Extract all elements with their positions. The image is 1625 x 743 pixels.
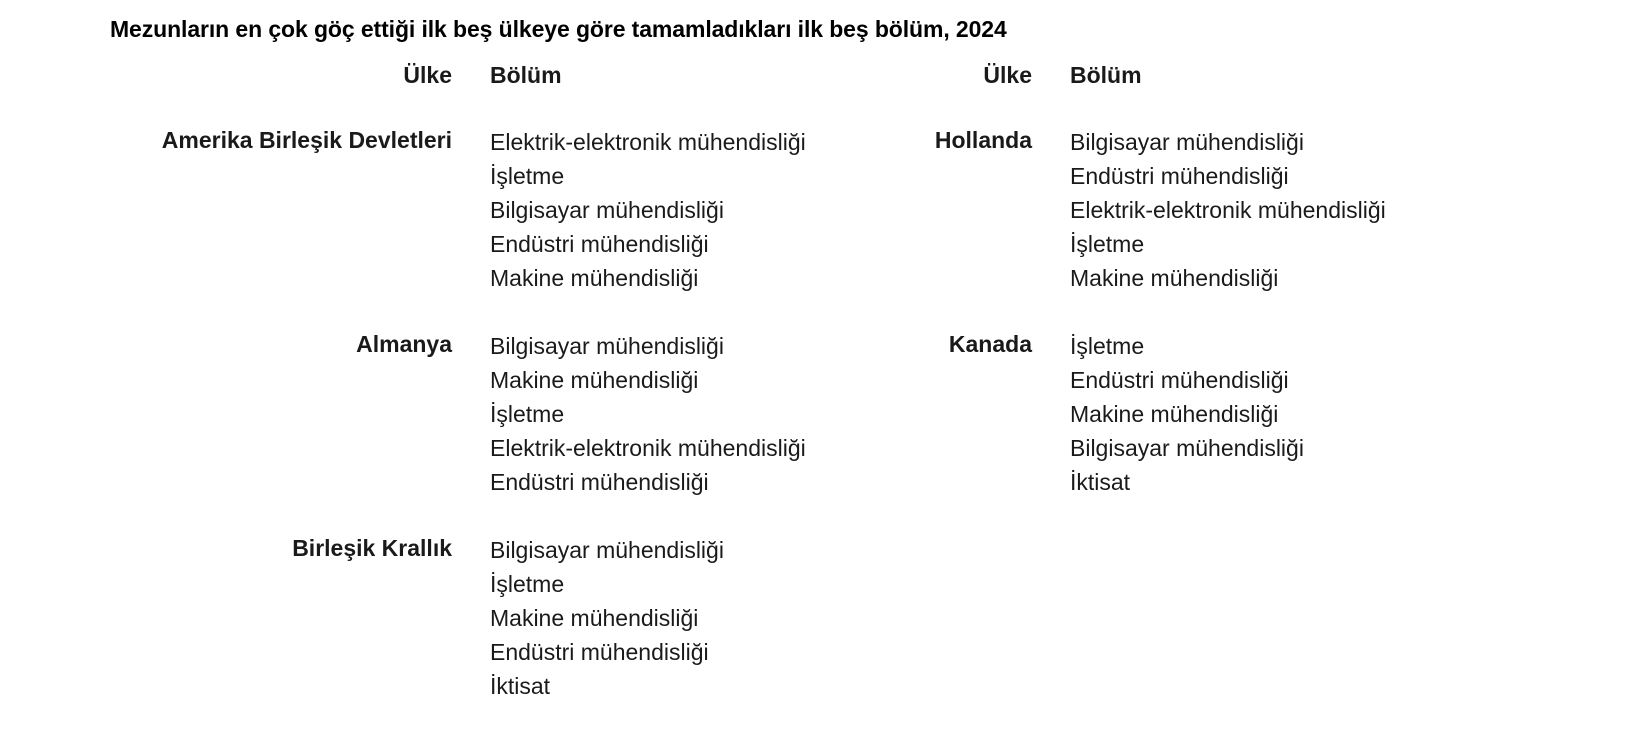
department-item: Makine mühendisliği <box>1070 401 1279 427</box>
department-list <box>1070 329 1304 499</box>
department-item: Endüstri mühendisliği <box>1070 163 1289 189</box>
department-item: İşletme <box>1070 231 1145 257</box>
header-country-right: Ülke <box>983 62 1032 88</box>
header-department-left: Bölüm <box>490 62 562 88</box>
department-list <box>490 329 806 499</box>
chart-title: Mezunların en çok göç ettiği ilk beş ülkeye göre tamamladıkları ilk beş bölüm, 2024 <box>110 16 1007 42</box>
department-item: Makine mühendisliği <box>1070 265 1279 291</box>
header-department-right: Bölüm <box>1070 62 1142 88</box>
department-item: Elektrik-elektronik mühendisliği <box>490 435 806 461</box>
department-item: Elektrik-elektronik mühendisliği <box>490 129 806 155</box>
country-label: Kanada <box>948 331 1032 357</box>
country-label: Amerika Birleşik Devletleri <box>161 127 452 153</box>
department-item: Makine mühendisliği <box>490 367 699 393</box>
department-item: Bilgisayar mühendisliği <box>490 333 724 359</box>
department-item: Endüstri mühendisliği <box>490 639 709 665</box>
department-item: Bilgisayar mühendisliği <box>490 197 724 223</box>
country-label: Almanya <box>356 331 452 357</box>
department-item: İşletme <box>490 571 565 597</box>
department-item: Makine mühendisliği <box>490 265 699 291</box>
department-list <box>490 533 724 703</box>
department-list <box>1070 125 1386 295</box>
country-label: Birleşik Krallık <box>292 535 452 561</box>
department-item: Makine mühendisliği <box>490 605 699 631</box>
department-item: İktisat <box>490 673 551 699</box>
department-item: İktisat <box>1070 469 1131 495</box>
department-list <box>490 125 806 295</box>
department-item: Endüstri mühendisliği <box>490 469 709 495</box>
department-item: İşletme <box>490 163 565 189</box>
department-item: Elektrik-elektronik mühendisliği <box>1070 197 1386 223</box>
department-item: Endüstri mühendisliği <box>1070 367 1289 393</box>
header-country-left: Ülke <box>403 62 452 88</box>
department-item: Bilgisayar mühendisliği <box>1070 435 1304 461</box>
department-item: Bilgisayar mühendisliği <box>1070 129 1304 155</box>
department-item: İşletme <box>490 401 565 427</box>
department-item: Bilgisayar mühendisliği <box>490 537 724 563</box>
country-label: Hollanda <box>934 127 1032 153</box>
department-item: Endüstri mühendisliği <box>490 231 709 257</box>
department-item: İşletme <box>1070 333 1145 359</box>
